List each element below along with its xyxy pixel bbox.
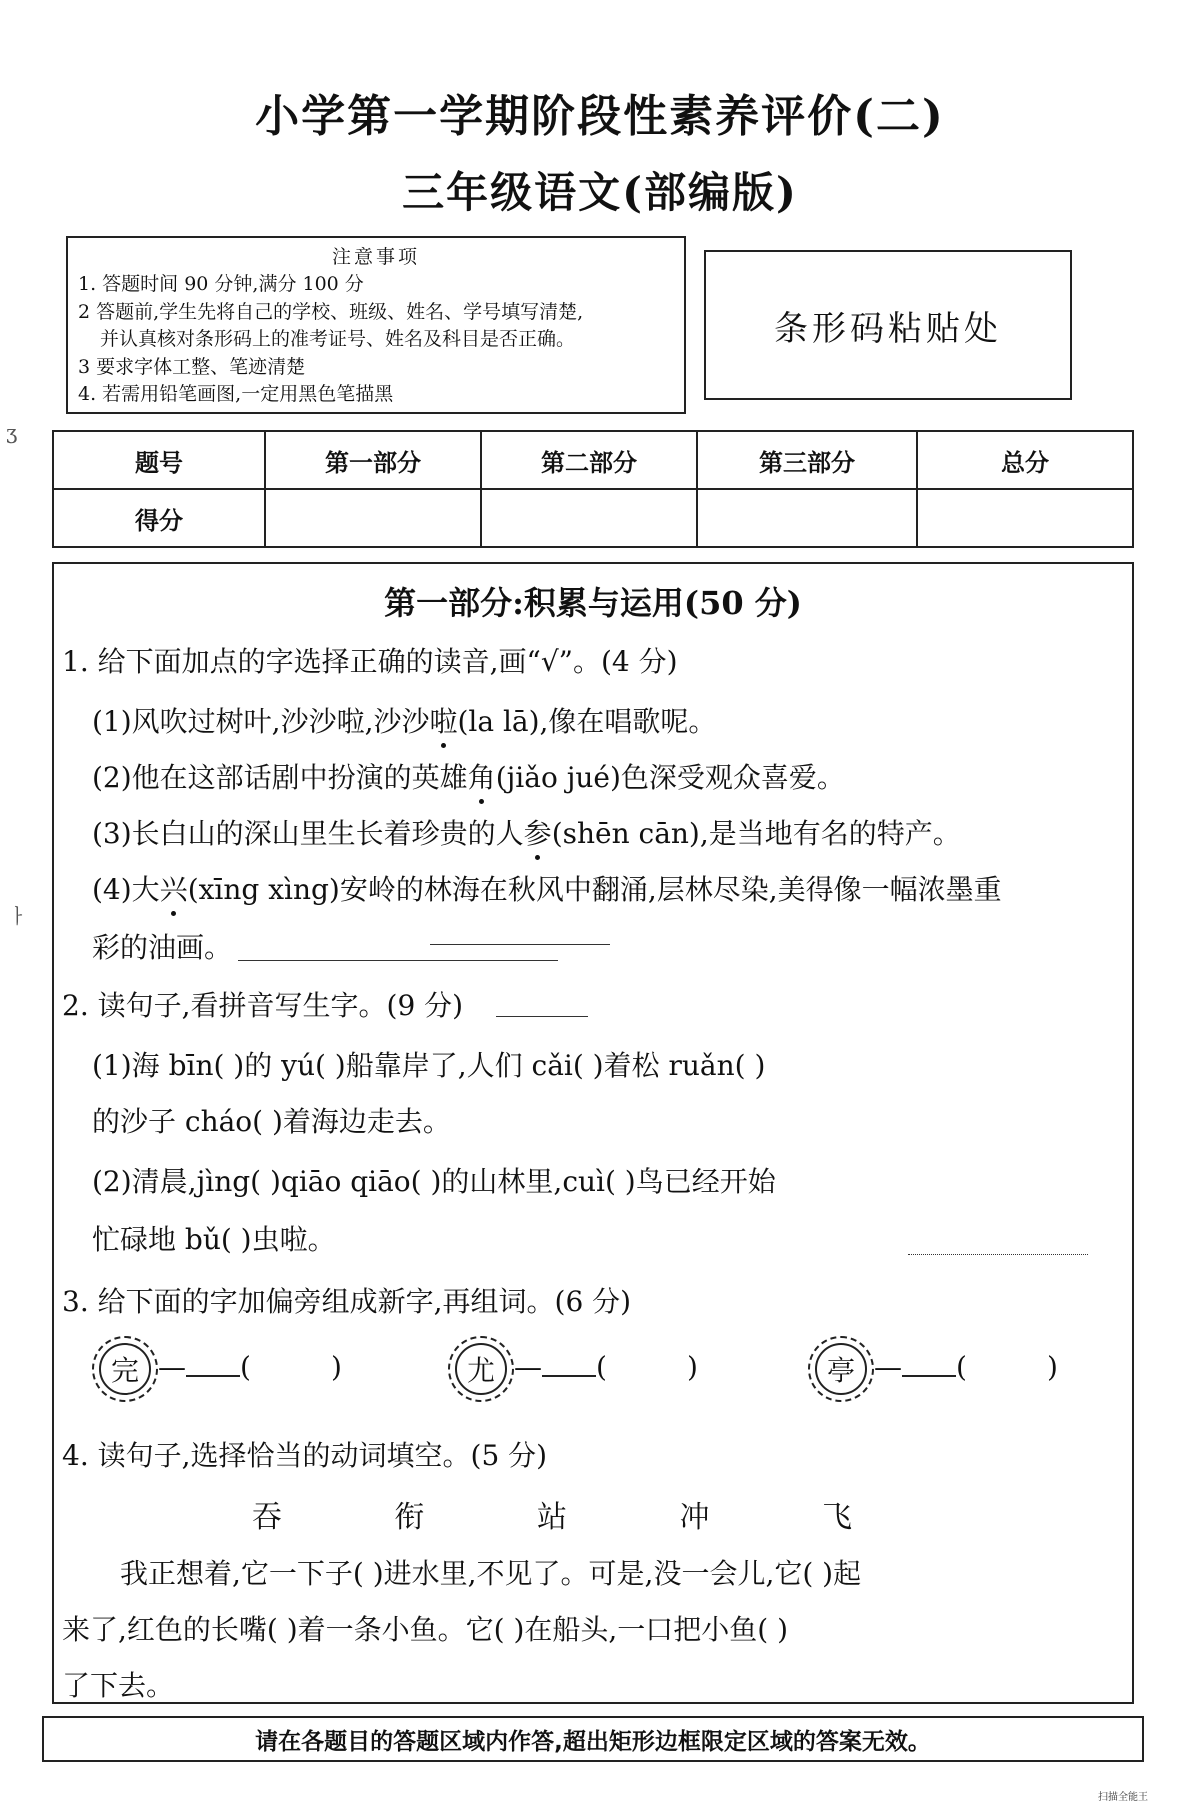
barcode-label: 条形码粘贴处	[774, 308, 1002, 349]
score-header: 总分	[917, 431, 1133, 489]
q4-line-1: 我正想着,它一下子( )进水里,不见了。可是,没一会儿,它( )起	[120, 1557, 862, 1590]
dotted-char: 角	[467, 761, 496, 794]
part1-title: 第一部分:积累与运用(50 分)	[384, 584, 802, 622]
barcode-area	[704, 250, 1072, 400]
circle-char: 尤	[448, 1336, 514, 1402]
q3-stem: 3. 给下面的字加偏旁组成新字,再组词。(6 分)	[62, 1285, 632, 1318]
exam-subtitle: 三年级语文(部编版)	[402, 168, 798, 217]
score-row-label: 得分	[53, 489, 265, 547]
q2-stem: 2. 读句子,看拼音写生字。(9 分)	[62, 989, 464, 1022]
margin-mark: ㅏ	[8, 904, 28, 928]
score-header: 题号	[53, 431, 265, 489]
notice-item: 2 答题前,学生先将自己的学校、班级、姓名、学号填写清楚,	[78, 300, 584, 323]
q1-sentence-2: (2)他在这部话剧中扮演的英雄角(jiǎo jué)色深受观众喜爱。	[92, 761, 845, 794]
notice-title: 注意事项	[331, 246, 420, 268]
exam-title: 小学第一学期阶段性素养评价(二)	[255, 91, 945, 142]
verb-option: 站	[537, 1500, 567, 1535]
q3-item-2: 尤 — ( )	[448, 1336, 698, 1402]
stray-line	[238, 960, 558, 961]
notice-item: 1. 答题时间 90 分钟,满分 100 分	[78, 273, 364, 295]
notice-item: 4. 若需用铅笔画图,一定用黑色笔描黑	[78, 383, 394, 405]
q1-stem: 1. 给下面加点的字选择正确的读音,画“√”。(4 分)	[62, 645, 678, 678]
score-header: 第二部分	[481, 431, 697, 489]
verb-option: 衔	[394, 1500, 425, 1535]
dotted-char: 兴	[159, 873, 188, 906]
q1-sentence-1: (1)风吹过树叶,沙沙啦,沙沙啦(la lā),像在唱歌呢。	[92, 705, 717, 738]
scanner-logo: 扫描全能王	[1098, 1792, 1148, 1803]
score-cell[interactable]	[697, 489, 917, 547]
dotted-char: 啦	[429, 705, 458, 738]
q2-line-3: (2)清晨,jìng( )qiāo qiāo( )的山林里,cuì( )鸟已经开始	[92, 1165, 776, 1198]
stray-line	[430, 944, 610, 945]
q1-sentence-3: (3)长白山的深山里生长着珍贵的人参(shēn cān),是当地有名的特产。	[92, 817, 961, 850]
score-table	[52, 430, 1134, 548]
circle-char: 完	[92, 1336, 158, 1402]
notice-box	[66, 236, 686, 414]
notice-item: 3 要求字体工整、笔迹清楚	[78, 355, 306, 378]
verb-option: 冲	[679, 1500, 710, 1535]
notice-item: 并认真核对条形码上的准考证号、姓名及科目是否正确。	[100, 328, 576, 350]
score-header: 第一部分	[265, 431, 481, 489]
circle-char: 亭	[808, 1336, 874, 1402]
q2-line-1: (1)海 bīn( )的 yú( )船靠岸了,人们 cǎi( )着松 ruǎn( )	[92, 1049, 766, 1082]
q3-item-3: 亭 — ( )	[808, 1336, 1058, 1402]
q2-line-4: 忙碌地 bǔ( )虫啦。	[92, 1223, 336, 1256]
score-cell[interactable]	[481, 489, 697, 547]
q3-item-1: 完 — ( )	[92, 1336, 342, 1402]
stray-line	[908, 1254, 1088, 1255]
answer-area-notice: 请在各题目的答题区域内作答,超出矩形边框限定区域的答案无效。	[42, 1716, 1144, 1762]
q1-sentence-4: (4)大兴(xīng xìng)安岭的林海在秋风中翻涌,层林尽染,美得像一幅浓墨重	[92, 873, 1002, 906]
margin-mark: ʒ	[6, 420, 18, 444]
score-header: 第三部分	[697, 431, 917, 489]
score-cell[interactable]	[917, 489, 1133, 547]
q2-line-2: 的沙子 cháo( )着海边走去。	[92, 1105, 451, 1138]
verb-option: 飞	[822, 1500, 852, 1535]
q4-stem: 4. 读句子,选择恰当的动词填空。(5 分)	[62, 1439, 548, 1472]
q4-line-2: 来了,红色的长嘴( )着一条小鱼。它( )在船头,一口把小鱼( )	[62, 1613, 789, 1646]
q1-sentence-4-cont: 彩的油画。	[92, 931, 233, 964]
q4-line-3: 了下去。	[62, 1669, 175, 1702]
stray-line	[496, 1016, 588, 1017]
dotted-char: 参	[523, 817, 552, 850]
q4-verb-list	[252, 1492, 852, 1536]
score-cell[interactable]	[265, 489, 481, 547]
verb-option: 吞	[252, 1500, 282, 1535]
